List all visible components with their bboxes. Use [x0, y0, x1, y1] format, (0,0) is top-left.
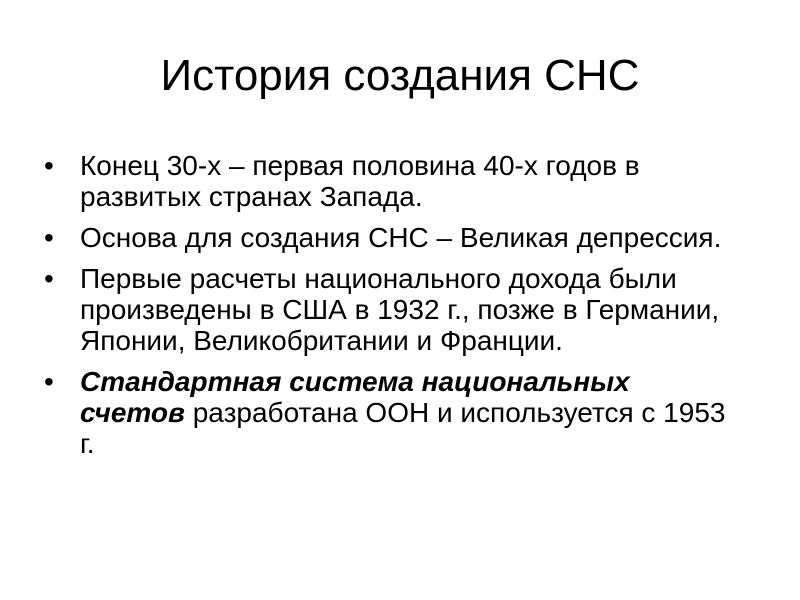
bullet-dot-icon: •: [44, 222, 54, 253]
bullet-dot-icon: •: [44, 263, 54, 294]
bullet-text: Первые расчеты национального дохода были произведены в США в 1932 г., позже в Германии, Японии, Великобритании и Франции.: [80, 263, 720, 356]
bullet-item: [44, 263, 734, 356]
bullet-dot-icon: •: [44, 150, 54, 181]
bullet-text: Основа для создания СНС – Великая депрессия.: [80, 222, 722, 253]
bullet-emphasis-text: Стандартная система национальных счетов: [80, 366, 630, 428]
bullet-item: [44, 150, 734, 212]
bullet-item: [44, 366, 734, 459]
bullet-text: Конец 30-х – первая половина 40-х годов в развитых странах Запада.: [80, 150, 640, 212]
slide-title: История создания СНС: [160, 51, 640, 100]
bullet-dot-icon: •: [44, 366, 54, 397]
bullet-list: [44, 150, 734, 469]
bullet-text: разработана ООН и используется с 1953 г.: [80, 397, 726, 459]
bullet-item: [44, 222, 734, 253]
